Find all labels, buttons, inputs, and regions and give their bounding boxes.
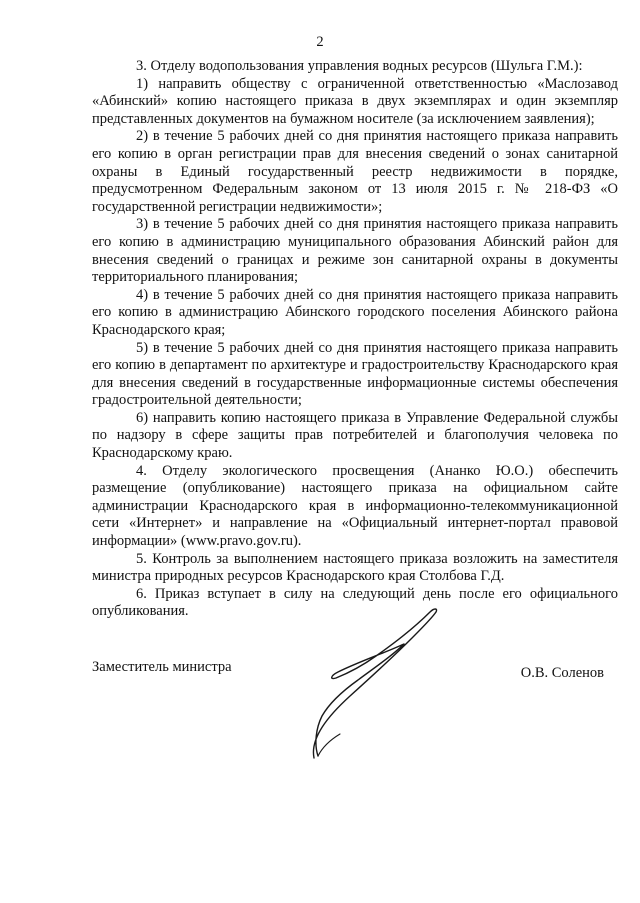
paragraph-4: 4. Отделу экологического просвещения (Ананко Ю.О.) обеспечить размещение (опубликование) настоящего приказа на официальном сайте администрации Краснодарского края в информационно-телекоммуникационной сети «Интернет» и направление на «Официальный интернет-портал правовой информации» (www.pravo.gov.ru). <box>92 462 618 550</box>
paragraph-3: 3. Отделу водопользования управления водных ресурсов (Шульга Г.М.): <box>136 58 583 74</box>
paragraph-3-4: 4) в течение 5 рабочих дней со дня принятия настоящего приказа направить его копию в администрацию Абинского городского поселения Абинского района Краснодарского края; <box>92 286 618 338</box>
paragraph-3-3: 3) в течение 5 рабочих дней со дня принятия настоящего приказа направить его копию в администрацию муниципального образования Абинский район для внесения сведений о границах и режиме зон санитарной охраны в документы территориального планирования; <box>92 216 618 286</box>
paragraph-5: 5. Контроль за выполнением настоящего приказа возложить на заместителя министра природных ресурсов Краснодарского края Столбова Г.Д. <box>92 550 618 585</box>
paragraph-3-6: 6) направить копию настоящего приказа в Управление Федеральной службы по надзору в сфере защиты прав потребителей и благополучия человека по Краснодарскому краю. <box>92 409 618 462</box>
handwritten-signature <box>300 598 450 768</box>
signature-stroke-tail <box>318 734 340 756</box>
signature-stroke-main <box>313 609 436 758</box>
signer-title: Заместитель министра <box>92 659 232 675</box>
paragraph-3-5: 5) в течение 5 рабочих дней со дня принятия настоящего приказа направить его копию в департамент по архитектуре и градостроительству Краснодарского края для внесения сведений в государственные информационные системы обеспечения градостроительной деятельности; <box>92 339 618 409</box>
document-body <box>92 58 618 621</box>
page-number: 2 <box>316 34 324 50</box>
paragraph-3-1: 1) направить обществу с ограниченной ответственностью «Маслозавод «Абинский» копию настоящего приказа в двух экземплярах и один экземпляр представленных документов на бумажном носителе (за исключением заявления); <box>92 75 618 127</box>
paragraph-3-2: 2) в течение 5 рабочих дней со дня принятия настоящего приказа направить его копию в орган регистрации прав для внесения сведений о зонах санитарной охраны в Единый государственный реестр недвижимости в порядке, предусмотренном Федеральным законом от 13 июля 2015 г. № 218-ФЗ «О государственной регистрации недвижимости»; <box>92 128 618 215</box>
paragraph-6: 6. Приказ вступает в силу на следующий день после его официального опубликования. <box>92 585 618 620</box>
signer-name: О.В. Соленов <box>520 665 604 681</box>
